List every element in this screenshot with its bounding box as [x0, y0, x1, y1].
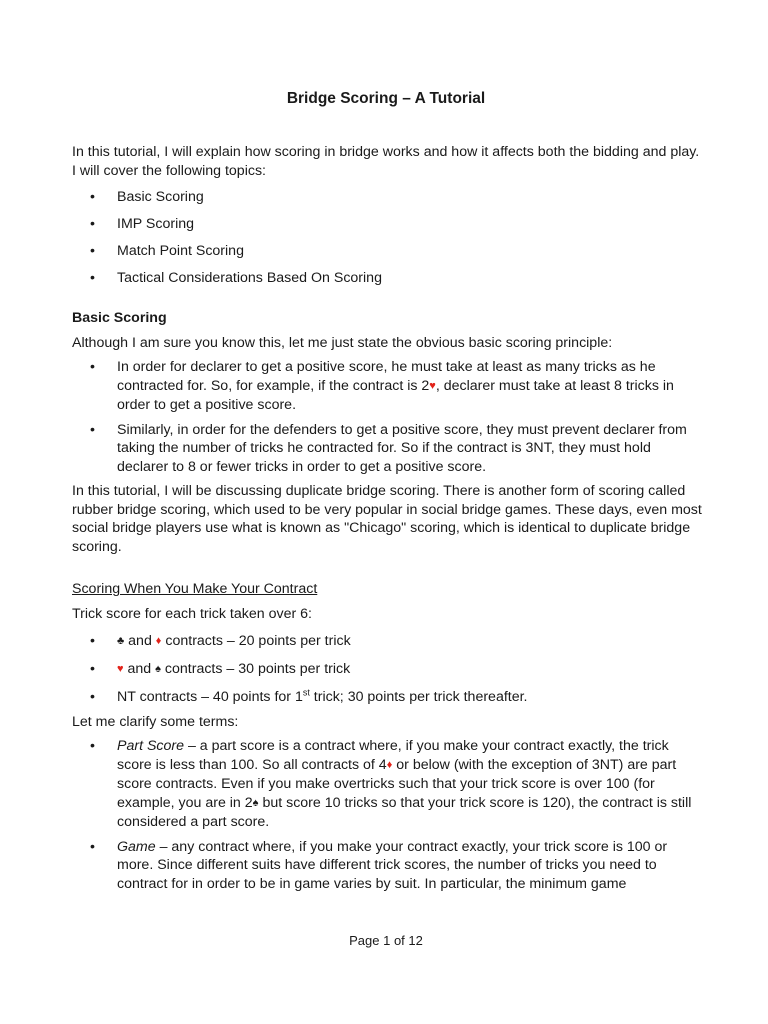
rest-text: contracts – 20 points per trick [165, 633, 351, 649]
rest-text: contracts – 30 points per trick [164, 661, 351, 677]
spade-suit-icon: ♠ [155, 663, 161, 675]
topic-item: • Match Point Scoring [72, 242, 702, 261]
trick-score-item [72, 688, 702, 707]
and-text: and [128, 633, 152, 649]
terms-list [72, 737, 702, 893]
term-text: or below (with the exception of 3NT) are part score contracts. Even if you make overtricks such that your trick score is over 100 (for example, you are in 2 [117, 756, 677, 811]
term-text: – a part score is a contract where, if you make your contract exactly, the trick score is less than 100. So all contracts of 4 [117, 738, 669, 773]
term-text: – any contract where, if you make your contract exactly, your trick score is 100 or more. Since different suits have different trick scores, the number of tricks you need to contract for in order to be in game varies by suit. In particular, the minimum game [117, 838, 668, 892]
basic-scoring-section [72, 309, 702, 556]
basic-lead: Although I am sure you know this, let me just state the obvious basic scoring principle: [72, 334, 613, 351]
term-name: Part Score [117, 738, 185, 754]
document-title: Bridge Scoring – A Tutorial [286, 90, 486, 107]
diamond-suit-icon: ♦ [155, 635, 162, 647]
basic-bullet: • Similarly, in order for the defenders to get a positive score, they must prevent declarer from taking the number of tricks he contracted for. So if the contract is 3NT, they must hold declarer to 8 or fewer tricks in order to get a positive score. [72, 421, 702, 477]
subsection-heading: Scoring When You Make Your Contract [72, 581, 318, 597]
trick-score-lead: Trick score for each trick taken over 6: [72, 605, 312, 622]
nt-text: NT contracts – 40 points for 1 [117, 689, 303, 705]
clarify-text: Let me clarify some terms: [72, 713, 239, 730]
heart-suit-icon: ♥ [117, 663, 124, 675]
topic-item: • Basic Scoring [72, 188, 702, 207]
trick-score-list [72, 632, 702, 707]
heart-suit-icon: ♥ [429, 379, 436, 392]
and-text: and [127, 661, 152, 677]
trick-score-item [72, 632, 702, 652]
term-item-game [72, 838, 702, 894]
term-name: Game [117, 838, 156, 855]
nt-text: trick; 30 points per trick thereafter. [309, 689, 528, 705]
spade-suit-icon: ♠ [252, 796, 259, 809]
diamond-suit-icon: ♦ [386, 758, 393, 771]
make-contract-section [72, 580, 702, 893]
trick-score-item [72, 660, 702, 680]
intro-section [72, 143, 702, 288]
page-footer: Page 1 of 12 [349, 933, 423, 948]
bullet-text: , declarer must take at least 8 tricks in order to get a positive score. [117, 377, 674, 413]
intro-paragraph: In this tutorial, I will explain how scoring in bridge works and how it affects both the bidding and play. I will cover the following topics: [72, 144, 700, 179]
duplicate-paragraph: In this tutorial, I will be discussing duplicate bridge scoring. There is another form of scoring called rubber bridge scoring, which used to be very popular in social bridge games. These days, even most social bridge players use what is known as "Chicago" scoring, which is identical to duplicate bridge scoring. [72, 483, 702, 555]
term-text: but score 10 tricks so that your trick score is 120), the contract is still considered a part score. [117, 794, 692, 830]
topic-item: • IMP Scoring [72, 215, 702, 234]
bullet-text: In order for declarer to get a positive score, he must take at least as many tricks as he contracted for. So, for example, if the contract is 2 [117, 359, 656, 394]
topic-item: • Tactical Considerations Based On Scoring [72, 269, 702, 288]
basic-bullets [72, 358, 702, 476]
section-heading: Basic Scoring [72, 310, 167, 326]
topics-list [72, 188, 702, 288]
term-item-part-score [72, 737, 702, 832]
club-suit-icon: ♣ [117, 635, 125, 647]
basic-bullet [72, 358, 702, 415]
ordinal-suffix: st [302, 687, 310, 698]
